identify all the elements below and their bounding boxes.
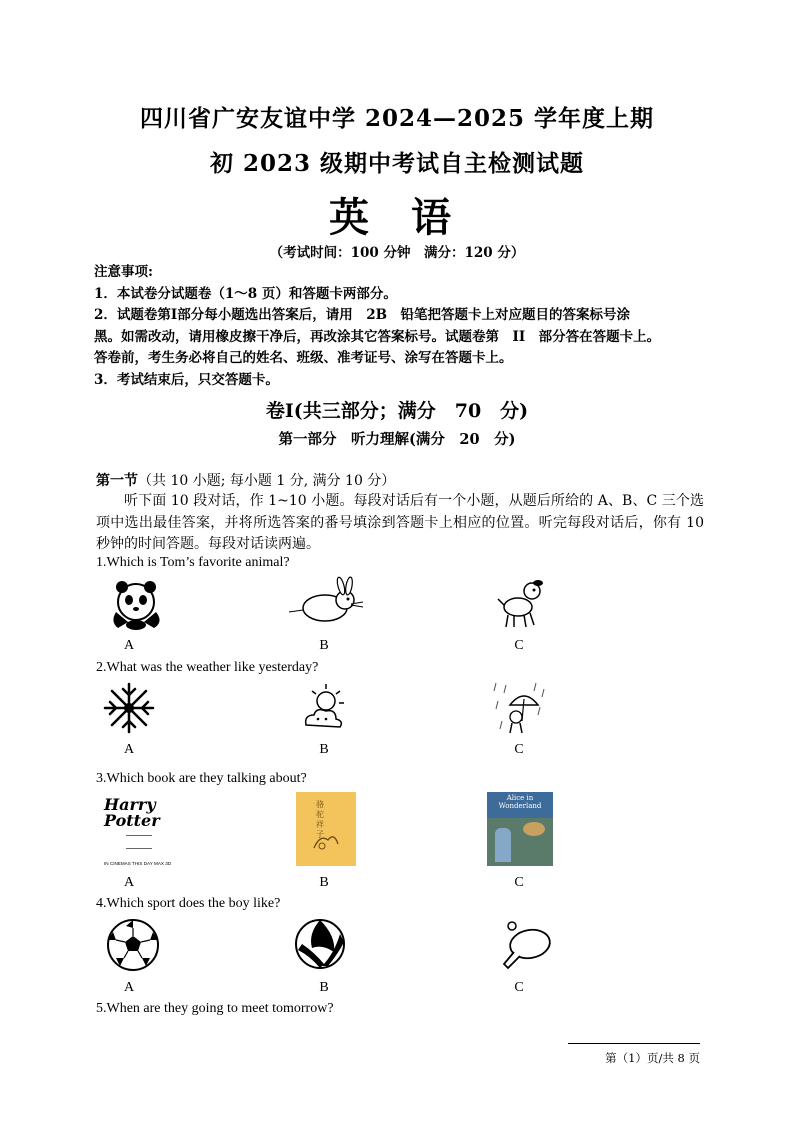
option-c: C xyxy=(514,980,524,995)
option-a: A xyxy=(123,638,135,653)
question-5: 5.When are they going to meet tomorrow? xyxy=(96,1001,334,1016)
question-2: 2.What was the weather like yesterday? xyxy=(96,660,319,675)
panda-icon xyxy=(106,578,166,630)
notes-line: 答卷前，考生务必将自己的姓名、班级、准考证号、涂写在答题卡上。 xyxy=(94,350,513,366)
page-number: 第（1）页/共 8 页 xyxy=(605,1051,700,1065)
notes-line: 3．考试结束后，只交答题卡。 xyxy=(94,371,279,388)
notes-line: 2．试题卷第Ⅰ部分每小题选出答案后，请用 2B 铅笔把答题卡上对应题目的答案标号涂 xyxy=(94,307,631,323)
exam-time-score: （考试时间：100 分钟 满分：120 分） xyxy=(269,245,525,261)
rabbit-icon xyxy=(285,580,365,624)
question-1: 1.Which is Tom’s favorite animal? xyxy=(96,555,290,570)
listening-part-title: 第一部分 听力理解(满分 20 分) xyxy=(278,431,516,448)
option-c: C xyxy=(514,875,524,890)
footer-rule xyxy=(568,1043,700,1044)
option-b: B xyxy=(319,875,329,890)
question-3: 3.Which book are they talking about? xyxy=(96,771,307,786)
book-b-title: 骆驼祥子 xyxy=(316,800,324,839)
question-4: 4.Which sport does the boy like? xyxy=(96,896,281,911)
subject-title: 英 语 xyxy=(329,194,465,241)
chinese-book-cover-icon xyxy=(296,792,356,866)
book-a-graphic xyxy=(126,835,152,849)
option-a: A xyxy=(123,980,135,995)
alice-wonderland-cover-icon xyxy=(487,792,553,866)
notes-line: 黑。如需改动，请用橡皮擦干净后，再改涂其它答案标号。试题卷第 II 部分答在答题卡上。 xyxy=(94,328,661,345)
school-title: 四川省广安友谊中学 2024—2025 学年度上期 xyxy=(139,105,655,132)
notes-line: 1．本试卷分试题卷（1～8 页）和答题卡两部分。 xyxy=(94,285,397,302)
section-one-heading xyxy=(96,470,395,490)
option-b: B xyxy=(319,742,329,757)
rain-umbrella-icon xyxy=(492,681,548,737)
book-c-title: Alice in Wonderland xyxy=(498,794,542,810)
option-a: A xyxy=(123,875,135,890)
section-instructions: 听下面 10 段对话，作 1~10 小题。每段对话后有一个小题，从题后所给的 A、B、C 三个选项中选出最佳答案，并将所选答案的番号填涂到答题卡上相应的位置。听完每段对话后，你有 10 秒钟的时间答题。每段对话读两遍。 xyxy=(96,493,704,552)
option-c: C xyxy=(514,638,524,653)
volleyball-icon xyxy=(294,918,346,970)
dog-icon xyxy=(494,577,550,629)
notes-block xyxy=(94,262,714,391)
harry-potter-cover-icon xyxy=(104,797,174,865)
section-label: 第一节 xyxy=(96,473,138,489)
sun-cloud-icon xyxy=(300,681,350,733)
ping-pong-paddle-icon xyxy=(500,920,556,970)
book-a-caption: IN CINEMAS THIS DAY MAX 3D xyxy=(104,861,172,866)
book-a-title: Harry Potter xyxy=(104,795,160,830)
option-b: B xyxy=(319,638,329,653)
option-a: A xyxy=(123,742,135,757)
option-b: B xyxy=(319,980,329,995)
soccer-ball-icon xyxy=(106,918,160,972)
book-b-illustration xyxy=(310,828,340,854)
notes-heading: 注意事项: xyxy=(94,264,153,280)
section-info: （共 10 小题; 每小题 1 分, 满分 10 分） xyxy=(138,473,396,489)
exam-title: 初 2023 级期中考试自主检测试题 xyxy=(209,150,585,177)
volume-one-title: 卷Ⅰ(共三部分；满分 70 分) xyxy=(265,400,529,422)
snowflake-icon xyxy=(102,681,156,735)
option-c: C xyxy=(514,742,524,757)
